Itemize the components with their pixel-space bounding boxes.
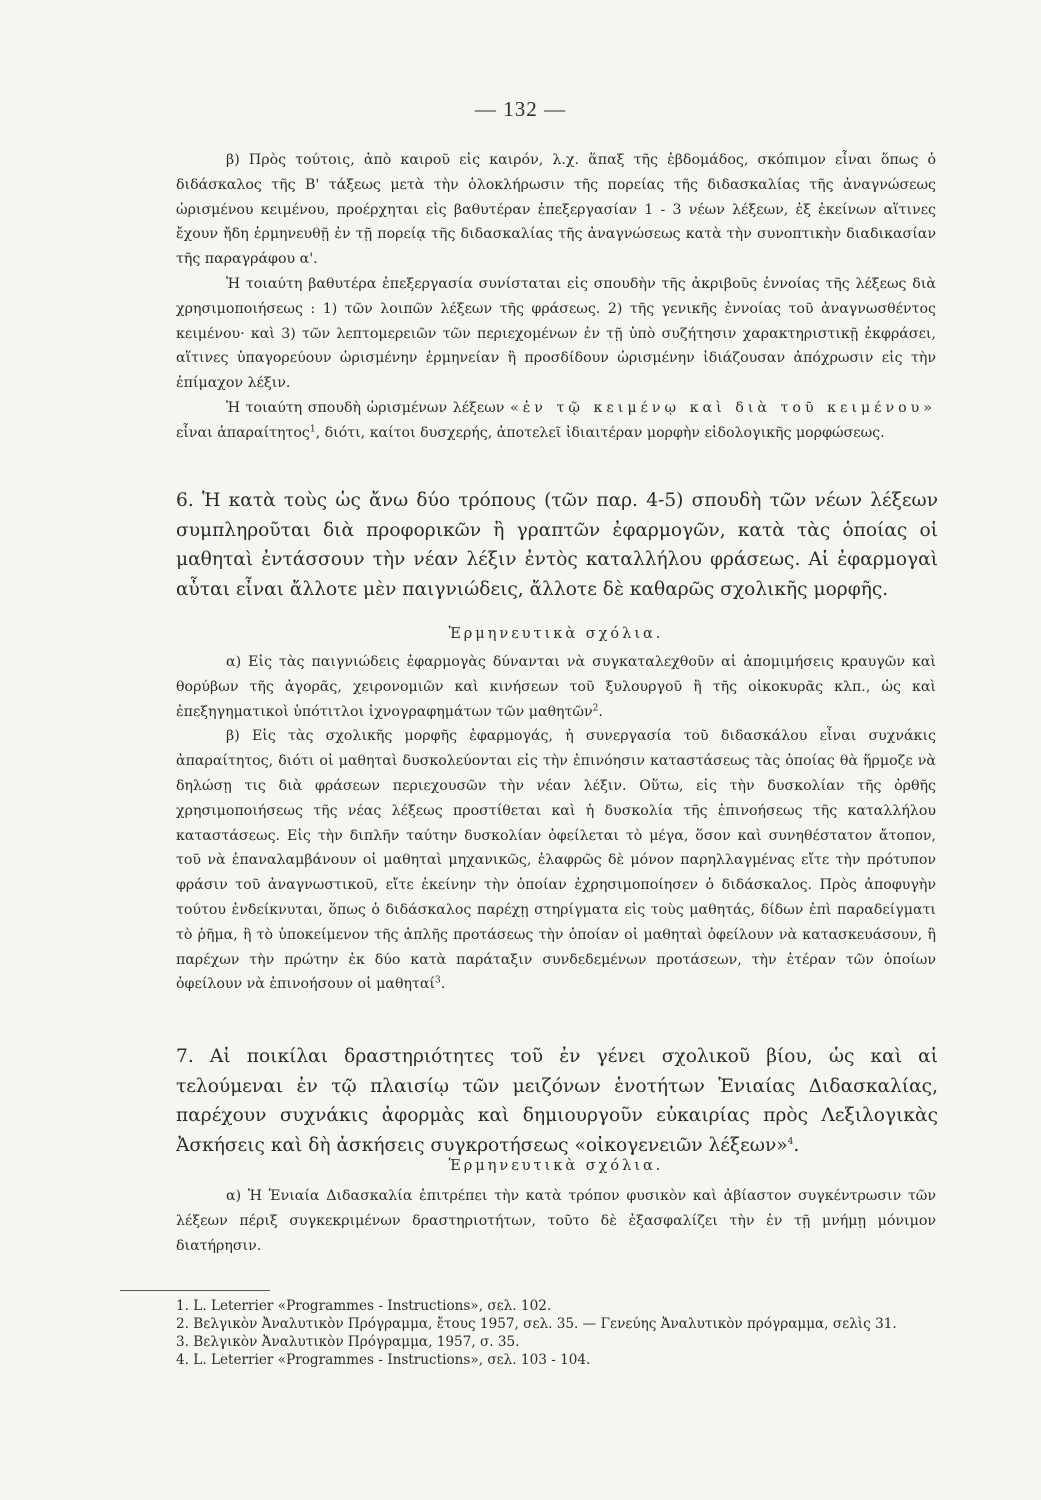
section-heading-1: Ἑρμηνευτικὰ σχόλια. (448, 626, 664, 642)
footnote-ref-2: 2 (592, 702, 599, 713)
text-run: Ἡ τοιαύτη σπουδὴ ὡρισμένων λέξεων (226, 399, 511, 416)
text-run: , διότι, καίτοι δυσχερής, ἀποτελεῖ ἰδιαιτέραν μορφὴν εἰδολογικῆς μορφώσεως. (315, 424, 885, 441)
section-6-text: 6. Ἡ κατὰ τοὺς ὡς ἄνω δύο τρόπους (τῶν παρ. 4-5) σπουδὴ τῶν νέων λέξεων συμπληροῦται διὰ προφορικῶν ἢ γραπτῶν ἐφαρμογῶν, κατὰ τὰς ὁποίας οἱ μαθηταὶ ἐντάσσουν τὴν νέαν λέξιν ἐντὸς καταλλήλου φράσεως. Αἱ ἐφαρμογαὶ αὗται εἶναι ἄλλοτε μὲν παιγνιώδεις, ἄλλοτε δὲ καθαρῶς σχολικῆς μορφῆς. (176, 490, 938, 600)
paragraph-deeper-processing: Ἡ τοιαύτη βαθυτέρα ἐπεξεργασία συνίσταται εἰς σπουδὴν τῆς ἀκριβοῦς ἐννοίας τῆς λέξεως διὰ χρησιμοποιήσεως : 1) τῶν λοιπῶν λέξεων τῆς φράσεως. 2) τῆς γενικῆς ἐννοίας τοῦ ἀναγνωσθέντος κειμένου· καὶ 3) τῶν λεπτομερειῶν τῶν περιεχομένων ἐν τῇ ὑπὸ συζήτησιν χαρακτηριστικῇ ἐκφράσει, αἵτινες ὑπαγορεύουν ὡρισμένην ἑρμηνείαν ἢ προσδίδουν ὡρισμένην ἰδιάζουσαν ἀπόχρωσιν εἰς τὴν ἐπίμαχον λέξιν. (176, 275, 936, 392)
text-run: εἶναι ἀπαραίτητος (176, 424, 310, 441)
text-run: α) Εἰς τὰς παιγνιώδεις ἐφαρμογὰς δύνανται νὰ συγκαταλεχθοῦν αἱ ἀπομιμήσεις κραυγῶν καὶ θορύβων τῆς ἀγορᾶς, χειρονομιῶν καὶ κινήσεων τοῦ ξυλουργοῦ ἢ τῆς οἰκοκυρᾶς κλπ., ὡς καὶ ἐπεξηγηματικοὶ ὑπότιτλοι ἰχνογραφημάτων τῶν μαθητῶν (176, 654, 936, 720)
comment-unified-teaching: α) Ἡ Ἑνιαία Διδασκαλία ἐπιτρέπει τὴν κατὰ τρόπον φυσικὸν καὶ ἀβίαστον συγκέντρωσιν τῶν λέξεων πέριξ συγκεκριμένων δραστηριοτήτων, τοῦτο δὲ ἐξασφαλίζει τὴν ἐν τῇ μνήμῃ μόνιμον διατήρησιν. (176, 1188, 936, 1254)
text-run: β) Εἰς τὰς σχολικῆς μορφῆς ἐφαρμογάς, ἡ συνεργασία τοῦ διδασκάλου εἶναι συχνάκις ἀπαραίτητος, διότι οἱ μαθηταὶ δυσκολεύονται εἰς τὴν ἐπινόησιν καταστάσεως τὰς ὁποίας θὰ ἥρμοζε νὰ δηλώσῃ τις διὰ φράσεων περιεχουσῶν τὴν νέαν λέξιν. Οὕτω, εἰς τὴν δυσκολίαν τῆς ὀρθῆς χρησιμοποιήσεως τῆς νέας λέξεως προστίθεται καὶ ἡ δυσκολία τῆς ἐπινοήσεως τῆς καταλλήλου καταστάσεως. Εἰς τὴν διπλῆν ταύτην δυσκολίαν ὀφείλεται τὸ μέγα, ὅσον καὶ συνηθέστατον ἄτοπον, τοῦ νὰ ἐπαναλαμβάνουν οἱ μαθηταὶ μηχανικῶς, ἐλαφρῶς δὲ μόνον παρηλλαγμένας εἴτε τὴν πρότυπον φράσιν τοῦ ἀναγνωστικοῦ, εἴτε ἐκείνην τὴν ὁποίαν ἐχρησιμοποίησεν ὁ διδάσκαλος. Πρὸς ἀποφυγὴν τούτου ἐνδείκνυται, ὅπως ὁ διδάσκαλος παρέχῃ στηρίγματα εἰς τοὺς μαθητάς, δίδων ἐπὶ παραδείγματι τὸ ῥῆμα, ἢ τὸ ὑποκείμενον τῆς ἁπλῆς προτάσεως τὴν ὁποίαν οἱ μαθηταὶ ὀφείλουν νὰ κατασκευάσουν, ἢ παρέχων τὴν πρώτην ἐκ δύο κατὰ παράταξιν συνδεδεμένων προτάσεων, τὴν ἑτέραν τῶν ὁποίων ὀφείλουν νὰ ἐπινοήσουν οἱ μαθηταί (176, 728, 936, 993)
footnote-2: 2. Βελγικὸν Ἀναλυτικὸν Πρόγραμμα, ἔτους 1957, σελ. 35. — Γενεύης Ἀναλυτικὸν πρόγραμμα, σελὶς 31. (176, 1316, 897, 1332)
footnote-divider (120, 1290, 270, 1291)
section-6 (176, 486, 938, 604)
paragraph-study-in-text (176, 396, 936, 446)
spaced-quote: «ἐν τῷ κειμένῳ καὶ διὰ τοῦ κειμένου» (510, 399, 936, 416)
footnote-ref-4: 4 (787, 1136, 794, 1147)
footnote-4: 4. L. Leterrier «Programmes - Instructions», σελ. 103 - 104. (176, 1352, 591, 1368)
paragraph-beta: β) Πρὸς τούτοις, ἀπὸ καιροῦ εἰς καιρόν, λ.χ. ἅπαξ τῆς ἑβδομάδος, σκόπιμον εἶναι ὅπως ὁ διδάσκαλος τῆς Β' τάξεως μετὰ τὴν ὁλοκλήρωσιν τῆς πορείας τῆς διδασκαλίας τῆς ἀναγνώσεως ὡρισμένου κειμένου, προέρχηται εἰς βαθυτέραν ἐπεξεργασίαν 1 - 3 νέων λέξεων, ἐξ ἐκείνων αἵτινες ἔχουν ἤδη ἑρμηνευθῇ ἐν τῇ πορείᾳ τῆς διδασκαλίας τῆς ἀναγνώσεως κατὰ τὴν συνοπτικὴν διαδικασίαν τῆς παραγράφου α'. (176, 152, 936, 268)
paragraph-block-beta (176, 148, 936, 446)
footnote-ref-1: 1 (309, 424, 316, 435)
footnote-1: 1. L. Leterrier «Programmes - Instructions», σελ. 102. (176, 1298, 552, 1314)
comment-b: β) Εἰς τὰς σχολικῆς μορφῆς ἐφαρμογάς, ἡ συνεργασία τοῦ διδασκάλου εἶναι συχνάκις ἀπαραίτητος, διότι οἱ μαθηταὶ δυσκολεύονται εἰς τὴν ἐπινόησιν καταστάσεως τὰς ὁποίας θὰ ἥρμοζε νὰ δηλώσῃ τις διὰ φράσεων περιεχουσῶν τὴν νέαν λέξιν. Οὕτω, εἰς τὴν δυσκολίαν τῆς ὀρθῆς χρησιμοποιήσεως τῆς νέας λέξεως προστίθεται καὶ ἡ δυσκολία τῆς ἐπινοήσεως τῆς καταλλήλου καταστάσεως. Εἰς τὴν διπλῆν ταύτην δυσκολίαν ὀφείλεται τὸ μέγα, ὅσον καὶ συνηθέστατον ἄτοπον, τοῦ νὰ ἐπαναλαμβάνουν οἱ μαθηταὶ μηχανικῶς, ἐλαφρῶς δὲ μόνον παρηλλαγμένας εἴτε τὴν πρότυπον φράσιν τοῦ ἀναγνωστικοῦ, εἴτε ἐκείνην τὴν ὁποίαν ἐχρησιμοποίησεν ὁ διδάσκαλος. Πρὸς ἀποφυγὴν τούτου ἐνδείκνυται, ὅπως ὁ διδάσκαλος παρέχῃ στηρίγματα εἰς τοὺς μαθητάς, δίδων ἐπὶ παραδείγματι τὸ ῥῆμα, ἢ τὸ ὑποκείμενον τῆς ἁπλῆς προτάσεως τὴν ὁποίαν οἱ μαθηταὶ ὀφείλουν νὰ κατασκευάσουν, ἢ παρέχων τὴν πρώτην ἐκ δύο κατὰ παράταξιν συνδεδεμένων προτάσεων, τὴν ἑτέραν τῶν ὁποίων ὀφείλουν νὰ ἐπινοήσουν οἱ μαθηταί$^3$. (176, 728, 936, 993)
footnotes (176, 1297, 946, 1369)
comment-a: α) Εἰς τὰς παιγνιώδεις ἐφαρμογὰς δύνανται νὰ συγκαταλεχθοῦν αἱ ἀπομιμήσεις κραυγῶν καὶ θορύβων τῆς ἀγορᾶς, χειρονομιῶν καὶ κινήσεων τοῦ ξυλουργοῦ ἢ τῆς οἰκοκυρᾶς κλπ., ὡς καὶ ἐπεξηγηματικοὶ ὑπότιτλοι ἰχνογραφημάτων τῶν μαθητῶν$^2$. (176, 654, 936, 720)
paragraph-block-comments-2 (176, 1184, 936, 1258)
section-heading-2: Ἑρμηνευτικὰ σχόλια. (448, 1158, 664, 1174)
footnote-ref-3: 3 (435, 975, 441, 986)
footnote-3: 3. Βελγικὸν Ἀναλυτικὸν Πρόγραμμα, 1957, σ. 35. (176, 1334, 520, 1350)
section-7 (176, 1042, 938, 1160)
section-7-text: 7. Αἱ ποικίλαι δραστηριότητες τοῦ ἐν γένει σχολικοῦ βίου, ὡς καὶ αἱ τελούμεναι ἐν τῷ πλαισίῳ τῶν μειζόνων ἑνοτήτων Ἑνιαίας Διδασκαλίας, παρέχουν συχνάκις ἀφορμὰς καὶ δημιουργοῦν εὐκαιρίας πρὸς Λεξιλογικὰς Ἀσκήσεις καὶ δὴ ἀσκήσεις συγκροτήσεως «οἰκογενειῶν λέξεων»$^4$. (176, 1046, 938, 1156)
page-number: — 132 — (475, 97, 566, 121)
paragraph-block-comments-1 (176, 650, 936, 997)
text-run: 7. Αἱ ποικίλαι δραστηριότητες τοῦ ἐν γένει σχολικοῦ βίου, ὡς καὶ αἱ τελούμεναι ἐν τῷ πλαισίῳ τῶν μειζόνων ἑνοτήτων Ἑνιαίας Διδασκαλίας, παρέχουν συχνάκις ἀφορμὰς καὶ δημιουργοῦν εὐκαιρίας πρὸς Λεξιλογικὰς Ἀσκήσεις καὶ δὴ ἀσκήσεις συγκροτήσεως «οἰκογενειῶν λέξεων» (176, 1046, 938, 1156)
